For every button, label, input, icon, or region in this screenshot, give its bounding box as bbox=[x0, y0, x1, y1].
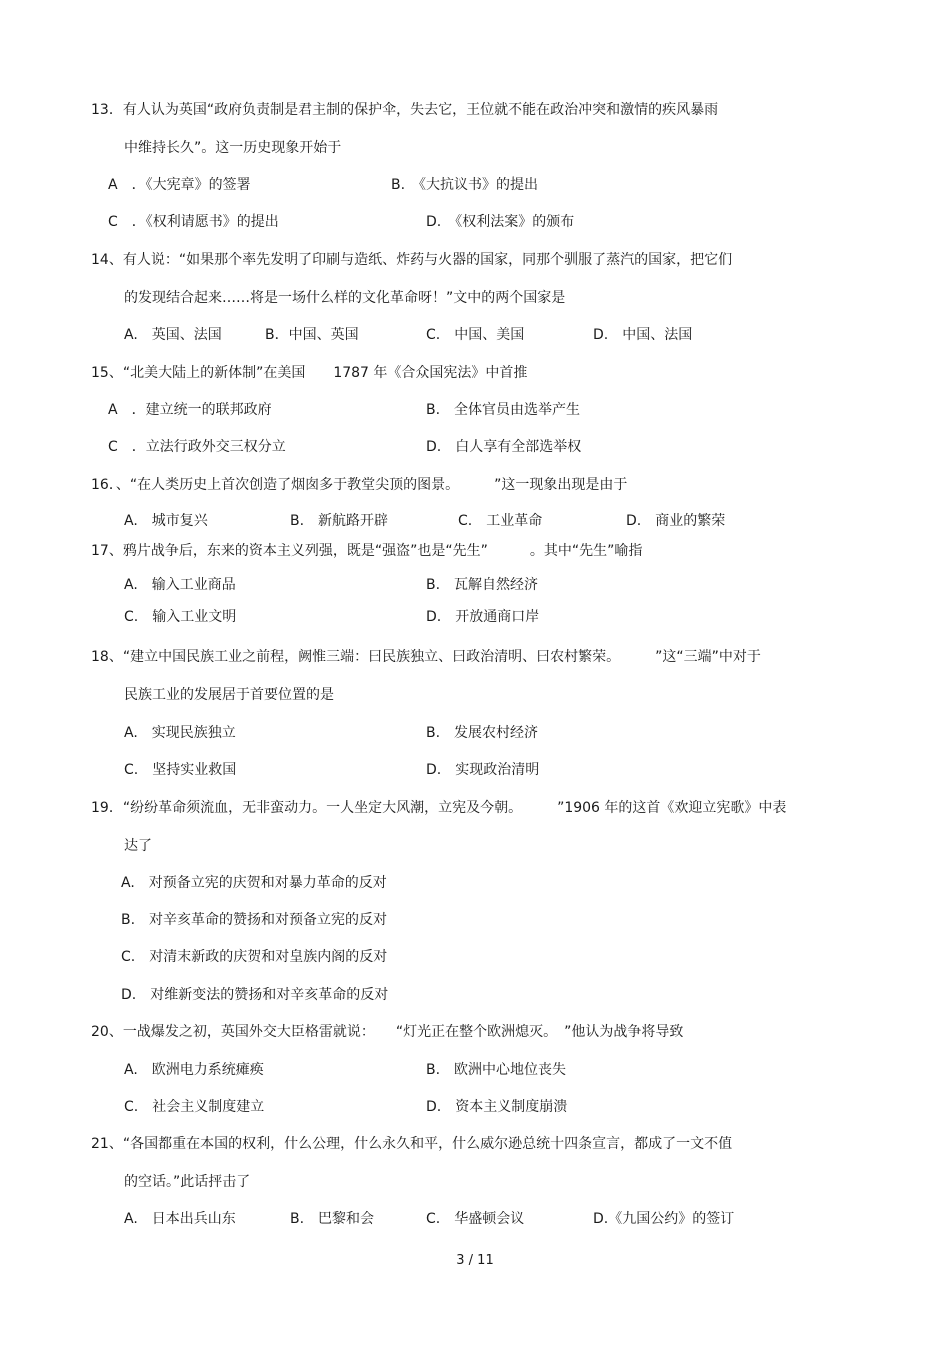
question-21-option-c[interactable]: C. 华盛顿会议 bbox=[426, 1211, 525, 1227]
question-15-option-d[interactable]: D. 白人享有全部选举权 bbox=[426, 439, 582, 455]
question-21-stem-line-1: 21、“各国都重在本国的权利，什么公理，什么永久和平，什么威尔逊总统十四条宣言，都成了一文不值 bbox=[91, 1136, 733, 1152]
question-13-option-d[interactable]: D. 《权利法案》的颁布 bbox=[426, 214, 575, 230]
question-19-stem-line-2: 达了 bbox=[124, 838, 152, 854]
question-14-stem-line-2: 的发现结合起来……将是一场什么样的文化革命呀！”文中的两个国家是 bbox=[124, 290, 566, 306]
question-15-option-b[interactable]: B. 全体官员由选举产生 bbox=[426, 402, 581, 418]
question-15-option-c[interactable]: C ．立法行政外交三权分立 bbox=[108, 439, 286, 455]
question-21-option-d[interactable]: D.《九国公约》的签订 bbox=[593, 1211, 735, 1227]
question-15-option-a[interactable]: A ．建立统一的联邦政府 bbox=[108, 402, 272, 418]
question-21-stem-line-2: 的空话。”此话抨击了 bbox=[124, 1174, 251, 1190]
question-14-option-d[interactable]: D. 中国、法国 bbox=[593, 327, 693, 343]
question-20-stem-line-1: 20、一战爆发之初，英国外交大臣格雷就说： “灯光正在整个欧洲熄灭。 ”他认为战争将导致 bbox=[91, 1024, 684, 1040]
question-21-option-a[interactable]: A. 日本出兵山东 bbox=[124, 1211, 236, 1227]
question-16-option-b[interactable]: B. 新航路开辟 bbox=[290, 513, 389, 529]
question-18-option-a[interactable]: A. 实现民族独立 bbox=[124, 725, 236, 741]
question-18-option-c[interactable]: C. 坚持实业救国 bbox=[124, 762, 237, 778]
question-13-option-a[interactable]: A ．《大宪章》的签署 bbox=[108, 177, 251, 193]
question-14-option-c[interactable]: C. 中国、美国 bbox=[426, 327, 525, 343]
question-18-stem-line-2: 民族工业的发展居于首要位置的是 bbox=[124, 687, 334, 703]
question-19-option-a[interactable]: A. 对预备立宪的庆贺和对暴力革命的反对 bbox=[121, 875, 387, 891]
question-19-option-c[interactable]: C. 对清末新政的庆贺和对皇族内阁的反对 bbox=[121, 949, 388, 965]
question-17-stem-line-1: 17、鸦片战争后，东来的资本主义列强，既是“强盗”也是“先生” 。其中“先生”喻指 bbox=[91, 543, 643, 559]
question-17-option-b[interactable]: B. 瓦解自然经济 bbox=[426, 577, 539, 593]
question-20-option-c[interactable]: C. 社会主义制度建立 bbox=[124, 1099, 265, 1115]
question-20-option-b[interactable]: B. 欧洲中心地位丧失 bbox=[426, 1062, 567, 1078]
page-number: 3 / 11 bbox=[456, 1253, 494, 1268]
question-19-option-d[interactable]: D. 对维新变法的赞扬和对辛亥革命的反对 bbox=[121, 987, 389, 1003]
question-17-option-a[interactable]: A. 输入工业商品 bbox=[124, 577, 236, 593]
question-17-option-d[interactable]: D. 开放通商口岸 bbox=[426, 609, 540, 625]
question-15-stem-line-1: 15、“北美大陆上的新体制”在美国 1787 年《合众国宪法》中首推 bbox=[91, 365, 528, 381]
question-18-option-d[interactable]: D. 实现政治清明 bbox=[426, 762, 540, 778]
question-19-stem-line-1: 19．“纷纷革命须流血，无非蛮动力。一人坐定大风潮，立宪及今朝。 ”1906 年的这首《欢迎立宪歌》中表 bbox=[91, 800, 787, 816]
question-14-stem-line-1: 14、有人说：“如果那个率先发明了印刷与造纸、炸药与火器的国家，同那个驯服了蒸汽的国家，把它们 bbox=[91, 252, 733, 268]
question-16-stem-line-1: 16．、“在人类历史上首次创造了烟囱多于教堂尖顶的图景。 ”这一现象出现是由于 bbox=[91, 477, 628, 493]
question-18-option-b[interactable]: B. 发展农村经济 bbox=[426, 725, 539, 741]
question-20-option-d[interactable]: D. 资本主义制度崩溃 bbox=[426, 1099, 568, 1115]
question-17-option-c[interactable]: C. 输入工业文明 bbox=[124, 609, 237, 625]
question-13-stem-line-1: 13．有人认为英国“政府负责制是君主制的保护伞，失去它，王位就不能在政治冲突和激情的疾风暴雨 bbox=[91, 102, 719, 118]
question-16-option-d[interactable]: D. 商业的繁荣 bbox=[626, 513, 726, 529]
question-20-option-a[interactable]: A. 欧洲电力系统瘫痪 bbox=[124, 1062, 264, 1078]
question-18-stem-line-1: 18、“建立中国民族工业之前程，阙惟三端：曰民族独立、曰政治清明、曰农村繁荣。 ”这“三端”中对于 bbox=[91, 649, 761, 665]
question-14-option-b[interactable]: B．中国、英国 bbox=[265, 327, 359, 343]
question-13-option-b[interactable]: B. 《大抗议书》的提出 bbox=[391, 177, 539, 193]
question-21-option-b[interactable]: B. 巴黎和会 bbox=[290, 1211, 375, 1227]
question-16-option-c[interactable]: C. 工业革命 bbox=[458, 513, 543, 529]
question-13-stem-line-2: 中维持长久”。这一历史现象开始于 bbox=[124, 140, 342, 156]
question-19-option-b[interactable]: B. 对辛亥革命的赞扬和对预备立宪的反对 bbox=[121, 912, 388, 928]
question-13-option-c[interactable]: C ．《权利请愿书》的提出 bbox=[108, 214, 279, 230]
question-14-option-a[interactable]: A. 英国、法国 bbox=[124, 327, 222, 343]
question-16-option-a[interactable]: A. 城市复兴 bbox=[124, 513, 208, 529]
